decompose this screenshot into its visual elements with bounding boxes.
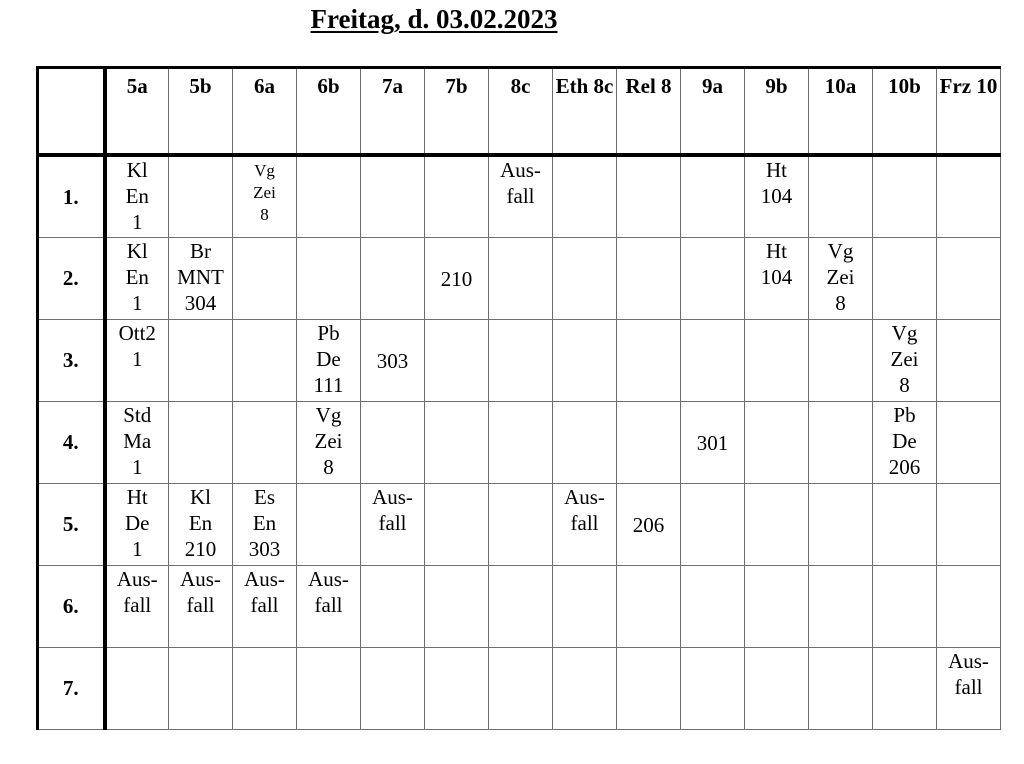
column-header-label: 9a — [702, 74, 723, 98]
table-cell — [553, 319, 617, 401]
table-cell — [105, 647, 169, 729]
table-cell — [489, 565, 553, 647]
table-cell — [617, 483, 681, 565]
cell-entry: Vg Zei 8 — [314, 402, 343, 479]
cell-entry: Ht De 1 — [125, 484, 150, 561]
period-label: 2. — [38, 237, 105, 319]
table-cell — [361, 401, 425, 483]
period-label: 7. — [38, 647, 105, 729]
table-cell — [489, 647, 553, 729]
cell-entry: 301 — [696, 430, 729, 455]
column-header-label: 5b — [189, 74, 212, 98]
table-cell — [233, 483, 297, 565]
table-cell — [169, 237, 233, 319]
table-cell — [681, 155, 745, 237]
cell-entry: Kl En 1 — [125, 238, 149, 315]
table-cell — [169, 483, 233, 565]
column-header — [937, 68, 1001, 156]
column-header — [489, 68, 553, 156]
table-cell — [361, 237, 425, 319]
table-cell — [297, 155, 361, 237]
table-cell — [809, 155, 873, 237]
period-label: 1. — [38, 155, 105, 237]
table-cell — [105, 155, 169, 237]
cell-entry: Aus- fall — [372, 484, 413, 535]
table-cell — [361, 155, 425, 237]
cell-entry: 206 — [632, 512, 665, 537]
substitution-plan-table — [36, 66, 1001, 730]
column-header — [681, 68, 745, 156]
table-cell — [809, 319, 873, 401]
table-cell — [105, 565, 169, 647]
table-row — [38, 401, 1001, 483]
table-cell — [617, 319, 681, 401]
cell-entry: Vg Zei 8 — [826, 238, 855, 315]
column-header — [809, 68, 873, 156]
table-cell — [105, 483, 169, 565]
table-cell — [297, 483, 361, 565]
table-row — [38, 565, 1001, 647]
table-row — [38, 155, 1001, 237]
table-cell — [169, 647, 233, 729]
table-cell — [233, 155, 297, 237]
table-cell — [297, 401, 361, 483]
table-cell — [937, 155, 1001, 237]
column-header-label: 7b — [445, 74, 468, 98]
table-cell — [873, 483, 937, 565]
table-cell — [233, 237, 297, 319]
column-header-label: 6a — [254, 74, 275, 98]
cell-entry: Aus- fall — [180, 566, 221, 617]
cell-entry: Pb De 111 — [313, 320, 344, 397]
cell-entry: Vg Zei 8 — [890, 320, 919, 397]
table-cell — [873, 401, 937, 483]
column-header — [745, 68, 809, 156]
table-cell — [873, 319, 937, 401]
table-row — [38, 647, 1001, 729]
cell-entry: Kl En 210 — [184, 484, 217, 561]
table-cell — [553, 237, 617, 319]
table-cell — [809, 237, 873, 319]
table-cell — [169, 319, 233, 401]
table-cell — [553, 401, 617, 483]
table-cell — [297, 237, 361, 319]
table-cell — [937, 647, 1001, 729]
table-cell — [425, 483, 489, 565]
cell-entry: Kl En 1 — [125, 158, 149, 234]
table-cell — [297, 319, 361, 401]
cell-entry: Br MNT 304 — [177, 238, 224, 315]
table-cell — [361, 319, 425, 401]
table-cell — [809, 647, 873, 729]
table-cell — [105, 319, 169, 401]
table-cell — [937, 565, 1001, 647]
table-cell — [745, 319, 809, 401]
column-header — [425, 68, 489, 156]
table-cell — [809, 401, 873, 483]
cell-entry: 210 — [440, 266, 473, 291]
table-cell — [361, 565, 425, 647]
table-cell — [681, 237, 745, 319]
table-cell — [745, 565, 809, 647]
column-header — [617, 68, 681, 156]
table-cell — [553, 155, 617, 237]
table-cell — [425, 565, 489, 647]
table-cell — [489, 483, 553, 565]
table-cell — [425, 155, 489, 237]
header-row — [38, 68, 1001, 156]
cell-entry: 303 — [376, 348, 409, 373]
table-row — [38, 483, 1001, 565]
table-cell — [489, 155, 553, 237]
period-label: 4. — [38, 401, 105, 483]
period-label: 3. — [38, 319, 105, 401]
cell-entry: Aus- fall — [244, 566, 285, 617]
cell-entry: Std Ma 1 — [123, 402, 152, 479]
table-cell — [937, 237, 1001, 319]
table-cell — [937, 483, 1001, 565]
cell-entry: Ht 104 — [760, 158, 793, 208]
corner-cell — [38, 68, 105, 156]
column-header-label: 8c — [510, 74, 531, 98]
table-cell — [169, 565, 233, 647]
cell-entry: Aus- fall — [564, 484, 605, 535]
column-header — [361, 68, 425, 156]
cell-entry: Ht 104 — [760, 238, 793, 289]
cell-entry: Pb De 206 — [888, 402, 921, 479]
column-header — [297, 68, 361, 156]
table-cell — [425, 647, 489, 729]
column-header — [553, 68, 617, 156]
table-cell — [617, 565, 681, 647]
table-cell — [745, 401, 809, 483]
table-cell — [361, 483, 425, 565]
column-header-label: Eth 8c — [555, 74, 614, 98]
column-header-label: 7a — [382, 74, 403, 98]
table-cell — [745, 237, 809, 319]
table-cell — [425, 401, 489, 483]
page-title: Freitag, d. 03.02.2023 — [310, 4, 558, 34]
table-cell — [489, 319, 553, 401]
table-cell — [937, 401, 1001, 483]
table-cell — [361, 647, 425, 729]
table-cell — [233, 647, 297, 729]
table-cell — [489, 237, 553, 319]
table-cell — [169, 155, 233, 237]
column-header-label: 5a — [126, 74, 148, 98]
table-cell — [425, 319, 489, 401]
table-body — [38, 155, 1001, 729]
cell-entry: Aus- fall — [308, 566, 349, 617]
table-cell — [873, 155, 937, 237]
table-cell — [233, 319, 297, 401]
table-cell — [745, 483, 809, 565]
table-cell — [745, 647, 809, 729]
column-header-label: Rel 8 — [625, 74, 672, 98]
table-cell — [553, 483, 617, 565]
table-cell — [233, 401, 297, 483]
table-cell — [809, 565, 873, 647]
column-header-label: 10a — [824, 74, 857, 98]
column-header-label: Frz 10 — [939, 74, 998, 98]
table-cell — [873, 647, 937, 729]
table-cell — [169, 401, 233, 483]
cell-entry: Es En 303 — [248, 484, 281, 561]
column-header — [233, 68, 297, 156]
table-cell — [681, 647, 745, 729]
table-cell — [553, 565, 617, 647]
table-cell — [681, 401, 745, 483]
table-cell — [617, 647, 681, 729]
table-cell — [937, 319, 1001, 401]
column-header — [873, 68, 937, 156]
period-label: 6. — [38, 565, 105, 647]
cell-entry: Aus- fall — [500, 158, 541, 208]
column-header — [169, 68, 233, 156]
table-cell — [105, 237, 169, 319]
table-cell — [617, 155, 681, 237]
table-cell — [873, 237, 937, 319]
cell-entry: Aus- fall — [948, 648, 989, 699]
column-header-label: 6b — [317, 74, 340, 98]
table-cell — [553, 647, 617, 729]
table-cell — [745, 155, 809, 237]
column-header — [105, 68, 169, 156]
table-cell — [617, 401, 681, 483]
table-cell — [681, 319, 745, 401]
cell-entry: Aus- fall — [116, 566, 158, 617]
column-header-label: 10b — [888, 74, 921, 98]
table-cell — [233, 565, 297, 647]
table-cell — [617, 237, 681, 319]
cell-entry: Ott2 1 — [118, 320, 156, 371]
column-header-label: 9b — [765, 74, 788, 98]
cell-entry: Vg Zei 8 — [253, 161, 276, 224]
table-cell — [297, 647, 361, 729]
table-cell — [297, 565, 361, 647]
table-cell — [425, 237, 489, 319]
table-row — [38, 237, 1001, 319]
table-row — [38, 319, 1001, 401]
table-cell — [809, 483, 873, 565]
table-cell — [681, 483, 745, 565]
period-label: 5. — [38, 483, 105, 565]
table-cell — [105, 401, 169, 483]
table-cell — [681, 565, 745, 647]
table-cell — [873, 565, 937, 647]
table-cell — [489, 401, 553, 483]
